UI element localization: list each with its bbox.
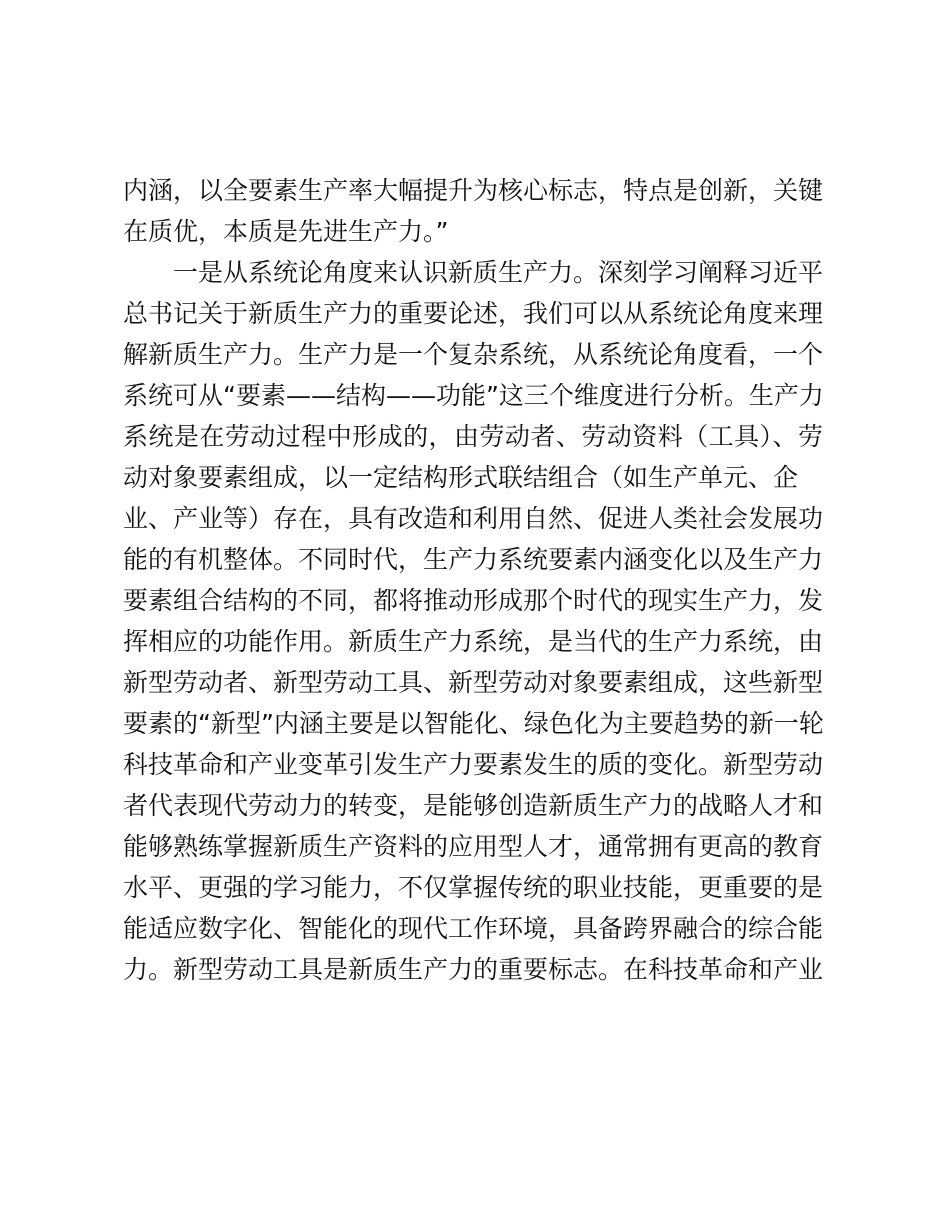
text-line: 挥相应的功能作用。新质生产力系统，是当代的生产力系统，由 (123, 627, 824, 656)
text-line: 总书记关于新质生产力的重要论述，我们可以从系统论角度来理 (123, 299, 824, 328)
text-line: 要素的“新型”内涵主要是以智能化、绿色化为主要趋势的新一轮 (123, 709, 824, 738)
text-line: 业、产业等）存在，具有改造和利用自然、促进人类社会发展功 (123, 504, 824, 533)
text-line: 系统可从“要素——结构——功能”这三个维度进行分析。生产力 (123, 381, 824, 410)
text-line: 内涵，以全要素生产率大幅提升为核心标志，特点是创新，关键 (123, 176, 824, 205)
text-line: 一是从系统论角度来认识新质生产力。深刻学习阐释习近平 (123, 258, 824, 287)
text-line: 在质优，本质是先进生产力。” (123, 217, 449, 246)
body-text (123, 170, 823, 990)
text-line: 能的有机整体。不同时代，生产力系统要素内涵变化以及生产力 (123, 545, 824, 574)
text-line: 水平、更强的学习能力，不仅掌握传统的职业技能，更重要的是 (123, 873, 824, 902)
text-line: 解新质生产力。生产力是一个复杂系统，从系统论角度看，一个 (123, 340, 824, 369)
text-line: 新型劳动者、新型劳动工具、新型劳动对象要素组成，这些新型 (123, 668, 824, 697)
text-line: 系统是在劳动过程中形成的，由劳动者、劳动资料（工具）、劳 (123, 422, 823, 451)
text-line: 力。新型劳动工具是新质生产力的重要标志。在科技革命和产业 (123, 955, 824, 984)
text-line: 者代表现代劳动力的转变，是能够创造新质生产力的战略人才和 (123, 791, 824, 820)
text-line: 动对象要素组成，以一定结构形式联结组合（如生产单元、企 (123, 463, 799, 492)
text-line: 科技革命和产业变革引发生产力要素发生的质的变化。新型劳动 (123, 750, 824, 779)
text-line: 要素组合结构的不同，都将推动形成那个时代的现实生产力，发 (123, 586, 824, 615)
text-line: 能适应数字化、智能化的现代工作环境，具备跨界融合的综合能 (123, 914, 824, 943)
text-line: 能够熟练掌握新质生产资料的应用型人才，通常拥有更高的教育 (123, 832, 824, 861)
